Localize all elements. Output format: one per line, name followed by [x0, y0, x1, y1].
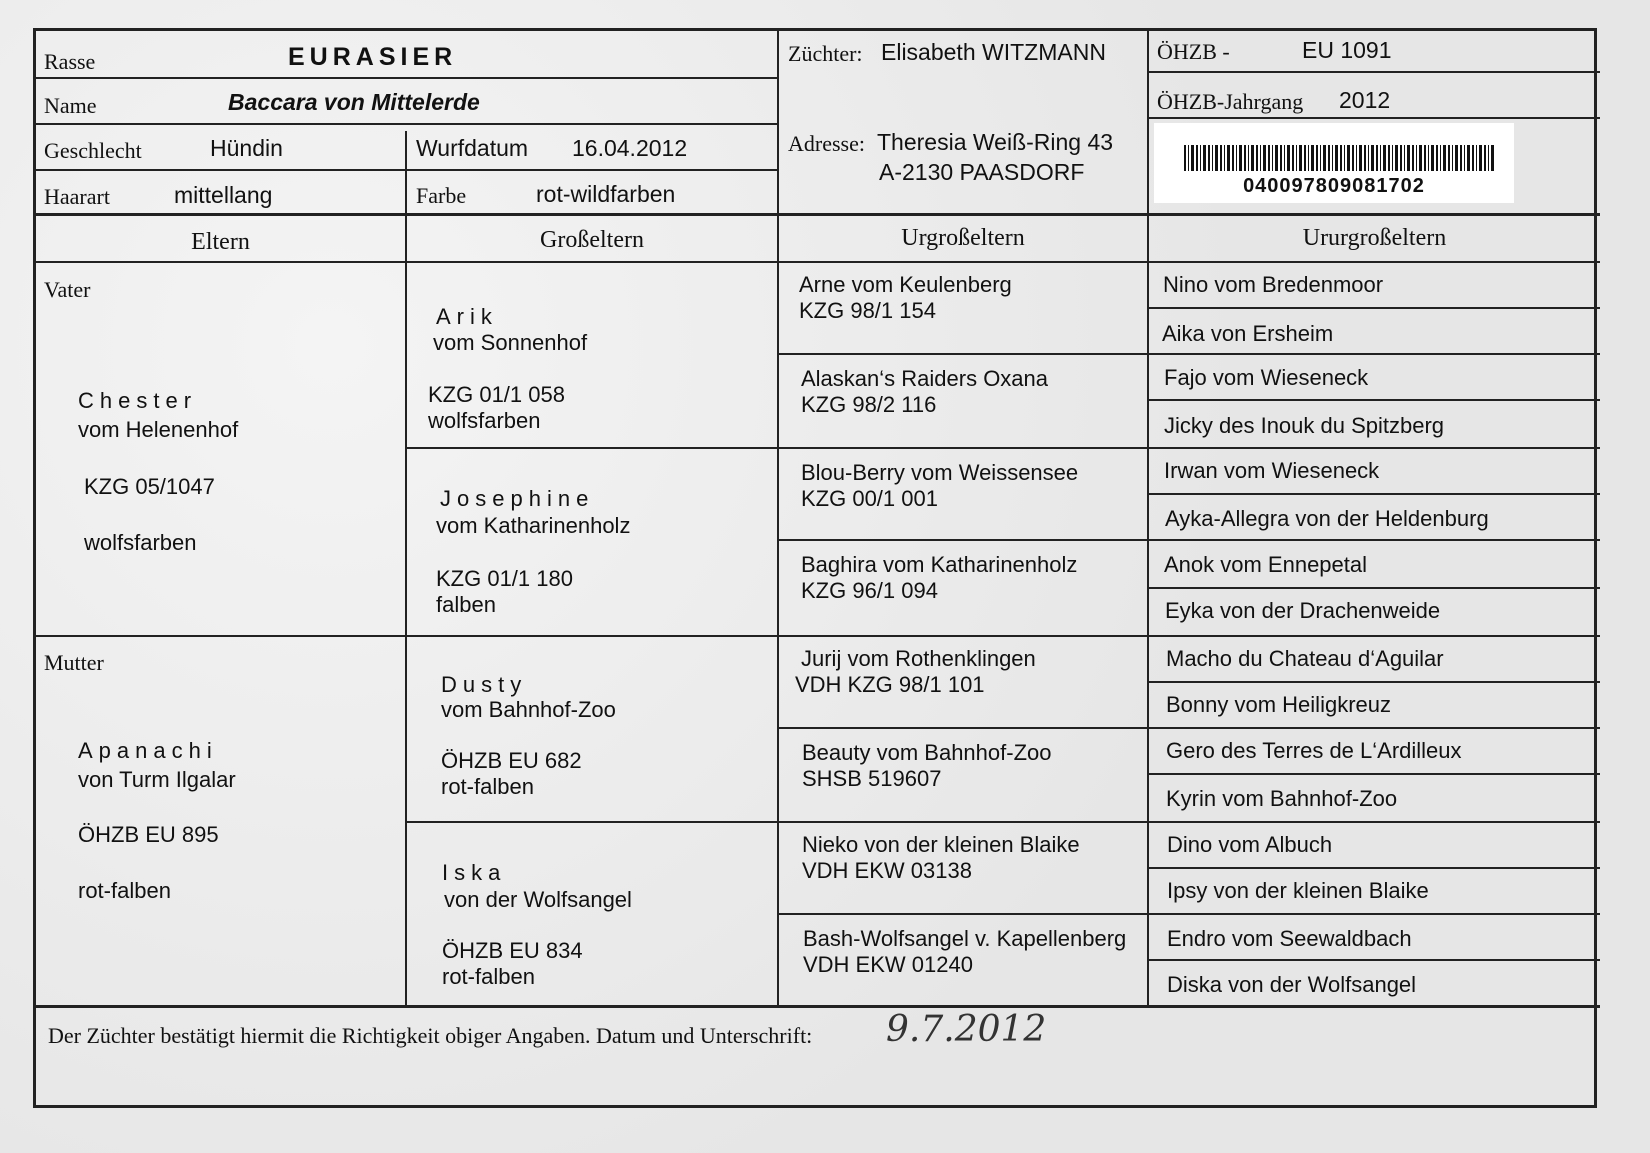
divider [1147, 31, 1149, 215]
great-grandparent-name: Baghira vom Katharinenholz [801, 552, 1078, 577]
divider [1147, 681, 1600, 683]
great-grandparent-name: Bash-Wolfsangel v. Kapellenberg [803, 926, 1127, 951]
zuechter-label: Züchter: [788, 41, 863, 66]
grandparent-color: rot-falben [441, 774, 534, 799]
divider [1147, 117, 1600, 119]
great-grandparent-name: Beauty vom Bahnhof-Zoo [802, 740, 1052, 765]
great-great-grandparent: Aika von Ersheim [1162, 321, 1334, 346]
divider [1147, 821, 1600, 823]
great-grandparent-name: Blou-Berry vom Weissensee [801, 460, 1079, 485]
jahrgang-label: ÖHZB-Jahrgang [1157, 89, 1304, 114]
adresse-line1: Theresia Weiß-Ring 43 [877, 129, 1114, 155]
divider [1147, 353, 1600, 355]
ohzb-label: ÖHZB - [1157, 39, 1230, 64]
grandparent-kennel: vom Katharinenholz [436, 513, 631, 538]
farbe-label: Farbe [416, 183, 467, 208]
great-great-grandparent: Eyka von der Drachenweide [1165, 598, 1441, 623]
barcode-bars [1184, 145, 1494, 171]
divider [1147, 215, 1149, 1005]
divider [1147, 539, 1600, 541]
farbe-value: rot-wildfarben [536, 181, 676, 207]
great-grandparent-name: Nieko von der kleinen Blaike [802, 832, 1080, 857]
grandparent-kennel: vom Sonnenhof [433, 330, 588, 355]
great-great-grandparent: Dino vom Albuch [1167, 832, 1333, 857]
grandparent-reg: ÖHZB EU 834 [442, 938, 583, 963]
great-great-grandparent: Jicky des Inouk du Spitzberg [1164, 413, 1445, 438]
great-great-grandparent: Fajo vom Wieseneck [1164, 365, 1369, 390]
divider [1147, 399, 1600, 401]
divider [1147, 727, 1600, 729]
divider [1147, 493, 1600, 495]
great-grandparent-reg: KZG 98/1 154 [799, 298, 936, 323]
grandparent-color: rot-falben [442, 964, 535, 989]
divider [777, 635, 1147, 637]
grandparent-name: Josephine [440, 486, 595, 511]
column-header-grosseltern: Großeltern [540, 227, 644, 253]
divider [1147, 587, 1600, 589]
divider [405, 215, 407, 1005]
divider [1147, 773, 1600, 775]
mutter-label: Mutter [44, 650, 104, 675]
haarart-value: mittellang [174, 182, 273, 208]
column-header-urur: Ururgroßeltern [1302, 225, 1447, 251]
divider [777, 913, 1147, 915]
rasse-value: EURASIER [288, 43, 458, 71]
grandparent-reg: KZG 01/1 180 [436, 566, 573, 591]
great-grandparent-reg: SHSB 519607 [802, 766, 942, 791]
grandparent-name: Iska [442, 860, 507, 885]
mutter-kennel: von Turm Ilgalar [78, 767, 236, 792]
rasse-label: Rasse [44, 49, 96, 74]
haarart-label: Haarart [44, 184, 110, 209]
vater-label: Vater [44, 277, 91, 302]
great-grandparent-reg: KZG 98/2 116 [801, 392, 937, 417]
pedigree-document [33, 28, 1597, 1108]
divider [777, 727, 1147, 729]
grandparent-reg: KZG 01/1 058 [428, 382, 565, 407]
vater-name: Chester [78, 388, 198, 413]
name-value: Baccara von Mittelerde [228, 89, 480, 115]
divider [405, 131, 407, 215]
divider [777, 353, 1147, 355]
divider [36, 261, 1600, 263]
great-great-grandparent: Bonny vom Heiligkreuz [1166, 692, 1391, 717]
great-grandparent-reg: KZG 00/1 001 [801, 486, 938, 511]
great-great-grandparent: Endro vom Seewaldbach [1167, 926, 1412, 951]
vater-reg: KZG 05/1047 [84, 474, 215, 499]
wurfdatum-label: Wurfdatum [416, 135, 529, 161]
divider [1147, 447, 1600, 449]
divider [777, 821, 1147, 823]
divider [405, 821, 777, 823]
grandparent-reg: ÖHZB EU 682 [441, 748, 582, 773]
grandparent-kennel: vom Bahnhof-Zoo [441, 697, 616, 722]
name-label: Name [44, 93, 97, 118]
divider [36, 635, 777, 637]
great-grandparent-reg: VDH KZG 98/1 101 [795, 672, 985, 697]
great-great-grandparent: Ayka-Allegra von der Heldenburg [1165, 506, 1489, 531]
grandparent-color: wolfsfarben [428, 408, 541, 433]
divider [777, 447, 1147, 449]
vater-color: wolfsfarben [84, 530, 197, 555]
mutter-color: rot-falben [78, 878, 171, 903]
divider [36, 123, 777, 125]
zuechter-value: Elisabeth WITZMANN [881, 39, 1106, 65]
great-great-grandparent: Gero des Terres de L‘Ardilleux [1166, 738, 1462, 763]
great-great-grandparent: Kyrin vom Bahnhof-Zoo [1166, 786, 1398, 811]
barcode-number: 040097809081702 [1243, 175, 1425, 197]
great-grandparent-name: Arne vom Keulenberg [799, 272, 1012, 297]
adresse-line2: A-2130 PAASDORF [879, 159, 1085, 185]
column-header-eltern: Eltern [191, 229, 250, 255]
great-grandparent-name: Jurij vom Rothenklingen [801, 646, 1036, 671]
jahrgang-value: 2012 [1339, 87, 1391, 113]
divider [36, 77, 777, 79]
column-header-urgrosseltern: Urgroßeltern [901, 225, 1025, 251]
great-great-grandparent: Ipsy von der kleinen Blaike [1167, 878, 1429, 903]
grandparent-kennel: von der Wolfsangel [444, 887, 632, 912]
divider [1147, 913, 1600, 915]
divider [1147, 307, 1600, 309]
divider [777, 539, 1147, 541]
wurfdatum-value: 16.04.2012 [572, 135, 688, 161]
great-great-grandparent: Macho du Chateau d‘Aguilar [1166, 646, 1444, 671]
divider [777, 31, 779, 215]
grandparent-name: Dusty [441, 672, 528, 697]
divider [1147, 71, 1600, 73]
geschlecht-label: Geschlecht [44, 138, 142, 163]
great-great-grandparent: Diska von der Wolfsangel [1167, 972, 1417, 997]
divider [1147, 959, 1600, 961]
barcode [1154, 123, 1514, 203]
divider [405, 447, 777, 449]
footer-statement: Der Züchter bestätigt hiermit die Richtigkeit obiger Angaben. Datum und Unterschrift: [48, 1023, 813, 1048]
divider [1147, 867, 1600, 869]
divider [777, 215, 779, 1005]
geschlecht-value: Hündin [210, 135, 283, 161]
ohzb-value: EU 1091 [1302, 37, 1392, 63]
great-great-grandparent: Nino vom Bredenmoor [1163, 272, 1384, 297]
grandparent-color: falben [436, 592, 496, 617]
adresse-label: Adresse: [788, 131, 865, 156]
signature-date: 9.7.2012 [886, 1009, 1047, 1050]
great-grandparent-reg: VDH EKW 01240 [803, 952, 973, 977]
great-great-grandparent: Anok vom Ennepetal [1164, 552, 1368, 577]
divider [36, 213, 1600, 216]
divider [36, 1005, 1600, 1008]
great-grandparent-name: Alaskan‘s Raiders Oxana [801, 366, 1049, 391]
great-grandparent-reg: VDH EKW 03138 [802, 858, 972, 883]
mutter-name: Apanachi [78, 738, 218, 763]
divider [36, 169, 777, 171]
great-great-grandparent: Irwan vom Wieseneck [1164, 458, 1380, 483]
great-grandparent-reg: KZG 96/1 094 [801, 578, 938, 603]
divider [1147, 635, 1600, 637]
vater-kennel: vom Helenenhof [78, 417, 239, 442]
mutter-reg: ÖHZB EU 895 [78, 822, 219, 847]
grandparent-name: Arik [436, 304, 498, 329]
